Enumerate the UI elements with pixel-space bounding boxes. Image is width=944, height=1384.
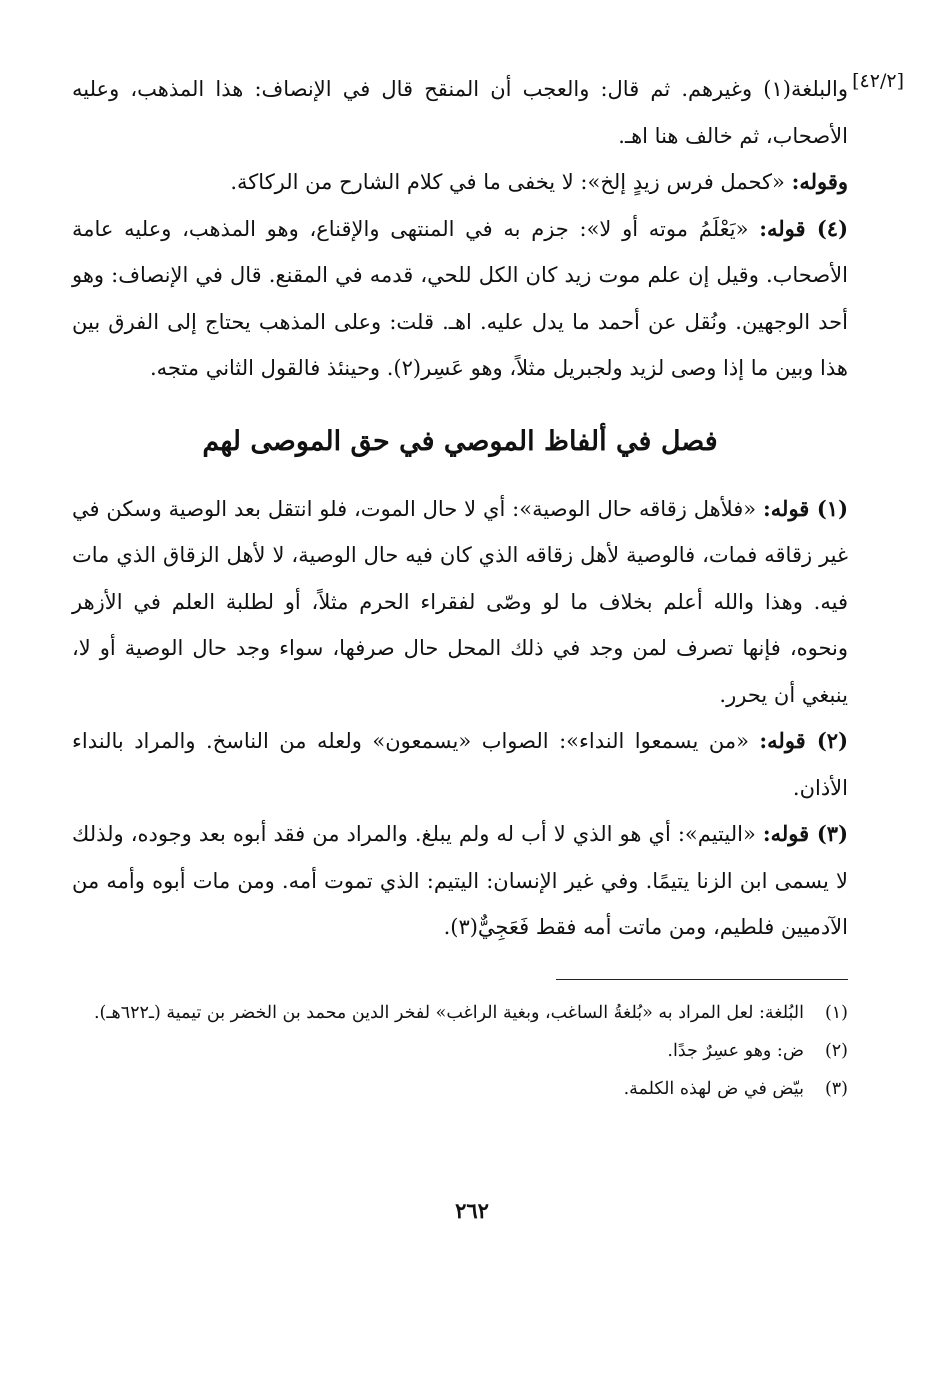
paragraph-lead: (٢) قوله: [759, 728, 849, 753]
page-reference: [٤٢/٢] [852, 70, 904, 92]
paragraph-text: «فلأهل زقاقه حال الوصية»: أي لا حال الموت، فلو انتقل بعد الوصية وسكن في غير زقاقه فمات، فالوصية لأهل زقاقه الذي كان فيه حال الوصية، لا لأهل الزقاق الذي مات فيه. وهذا والله أعلم بخلاف ما لو وصّى لفقراء الحرم مثلاً، أو لطلبة العلم في الأزهر ونحوه، فإنها تصرف لمن وجد في ذلك المحل حال صرفها، سواء وجد حال الوصية أو لا، ينبغي أن يحرر. [72, 496, 848, 707]
footnote [72, 994, 848, 1032]
paragraph-lead: وقوله: [791, 169, 848, 194]
footnote-number: (٢) [824, 1040, 848, 1061]
paragraph-lead: (٣) قوله: [762, 821, 849, 846]
footnotes [72, 994, 848, 1108]
paragraph-text: «من يسمعوا النداء»: الصواب «يسمعون» ولعله من الناسخ. والمراد بالنداء الأذان. [72, 729, 848, 800]
paragraph [72, 811, 848, 951]
paragraph [72, 66, 848, 159]
footnote-text: ض: وهو عسِرٌ جدًا. [667, 1040, 804, 1061]
paragraph-text: والبلغة(١) وغيرهم. ثم قال: والعجب أن المنقح قال في الإنصاف: هذا المذهب، وعليه الأصحاب، ثم خالف هنا اهـ. [72, 77, 848, 148]
paragraph-lead: (٤) قوله: [759, 215, 848, 241]
footnote-divider [556, 979, 848, 980]
paragraph [72, 159, 848, 206]
footnote [72, 1032, 848, 1070]
paragraph-lead: (١) قوله: [763, 495, 848, 521]
paragraph [72, 718, 848, 811]
footnote-text: البُلغة: لعل المراد به «بُلغةُ الساغب، وبغية الراغب» لفخر الدين محمد بن الخضر بن تيمية (ـ٦٢٢هـ). [93, 1002, 804, 1023]
footnote-number: (١) [824, 1002, 848, 1023]
section-heading: فصل في ألفاظ الموصي في حق الموصى لهم [202, 425, 718, 457]
footnote [72, 1070, 848, 1108]
footnote-text: بيّض في ض لهذه الكلمة. [623, 1078, 804, 1099]
footnote-number: (٣) [824, 1078, 848, 1099]
paragraph-text: «كحمل فرس زيدٍ إلخ»: لا يخفى ما في كلام الشارح من الركاكة. [230, 170, 792, 194]
paragraph-text: «اليتيم»: أي هو الذي لا أب له ولم يبلغ. والمراد من فقد أبوه بعد وجوده، ولذلك لا يسمى ابن الزنا يتيمًا. وفي غير الإنسان: اليتيم: الذي تموت أمه. ومن مات أبوه وأمه من الآدميين فلطيم، ومن ماتت أمه فقط فَعَجِيٌّ(٣). [72, 822, 848, 939]
paragraph [72, 206, 848, 392]
page-body [72, 66, 848, 1384]
paragraph [72, 486, 848, 719]
paragraph-text: «يَعْلَمُ موته أو لا»: جزم به في المنتهى والإقناع، وهو المذهب، وعليه عامة الأصحاب. وقيل إن علم موت زيد كان الكل للحي، قدمه في المقنع. قال في الإنصاف: وهو أحد الوجهين. ونُقل عن أحمد ما يدل عليه. اهـ. قلت: وعلى المذهب يحتاج إلى الفرق بين هذا وبين ما إذا وصى لزيد ولجبريل مثلاً، وهو عَسِر(٢). وحينئذ فالقول الثاني متجه. [72, 216, 848, 380]
page-number: ٢٦٢ [455, 1198, 489, 1223]
